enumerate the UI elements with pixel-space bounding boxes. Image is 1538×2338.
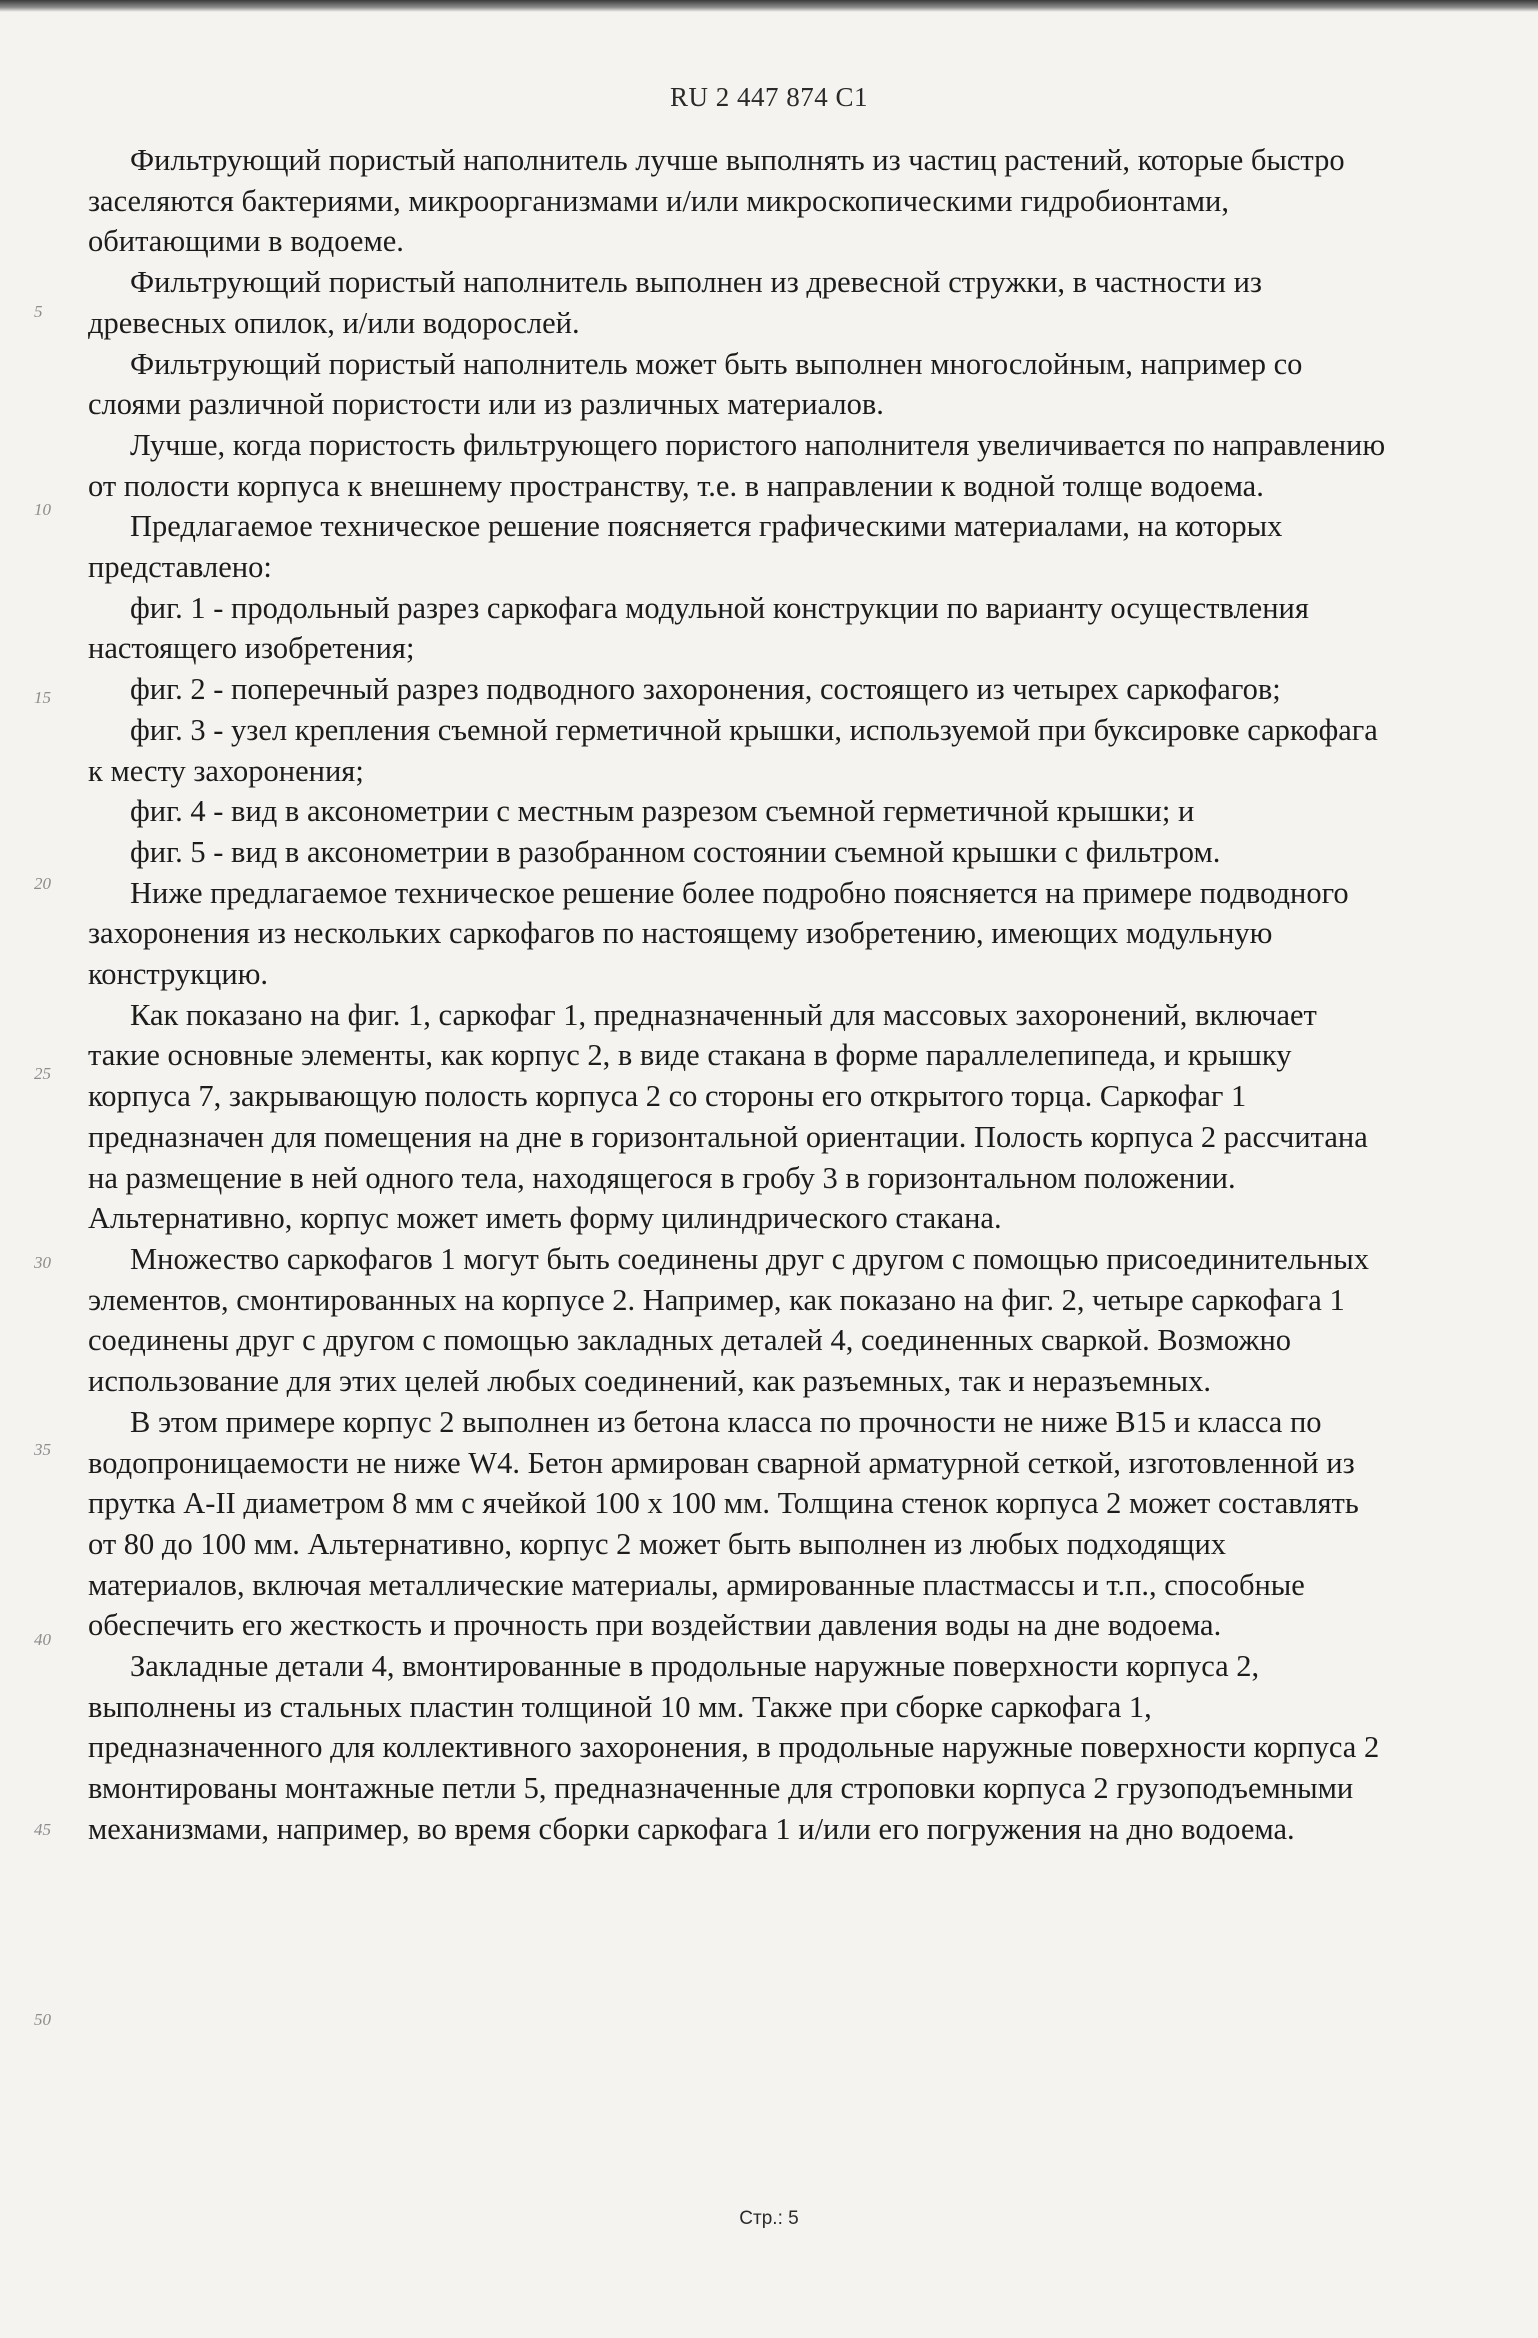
line-number: 20 [34, 874, 51, 893]
line-number: 35 [34, 1440, 51, 1459]
line-number: 30 [34, 1253, 51, 1272]
paragraph: В этом примере корпус 2 выполнен из бетона класса по прочности не ниже В15 и класса по водопроницаемости не ниже W4. Бетон армирован сварной арматурной сеткой, изготовленной из прутка А-II диаметром 8 мм с ячейкой 100 х 100 мм. Толщина стенок корпуса 2 может составлять от 80 до 100 мм. Альтернативно, корпус 2 может быть выполнен из любых подходящих материалов, включая металлические материалы, армированные пластмассы и т.п., способные обеспечить его жесткость и прочность при воздействии давления воды на дне водоема. [88, 1404, 1359, 1643]
paragraph: Фильтрующий пористый наполнитель выполнен из древесной стружки, в частности из древесных опилок, и/или водорослей. [88, 265, 1262, 340]
scan-top-edge [0, 0, 1538, 12]
figure-list-item: фиг. 5 - вид в аксонометрии в разобранном состоянии съемной крышки с фильтром. [130, 834, 1221, 869]
paragraph: Фильтрующий пористый наполнитель лучше выполнять из частиц растений, которые быстро заселяются бактериями, микроорганизмами и/или микроскопическими гидробионтами, обитающими в водоеме. [88, 143, 1345, 259]
paragraph: Ниже предлагаемое техническое решение более подробно поясняется на примере подводного захоронения из нескольких саркофагов по настоящему изобретению, имеющих модульную конструкцию. [88, 875, 1349, 992]
line-number: 15 [34, 688, 51, 707]
figure-list-item: фиг. 2 - поперечный разрез подводного захоронения, состоящего из четырех саркофагов; [130, 672, 1281, 707]
figure-list-item: фиг. 4 - вид в аксонометрии с местным разрезом съемной герметичной крышки; и [130, 794, 1195, 829]
figure-list-item: фиг. 3 - узел крепления съемной герметичной крышки, используемой при буксировке саркофага к месту захоронения; [88, 712, 1378, 788]
line-number: 10 [34, 500, 51, 519]
line-number: 45 [34, 1820, 51, 1839]
line-number: 25 [34, 1064, 51, 1083]
patent-header: RU 2 447 874 C1 [669, 82, 869, 112]
paragraph: Фильтрующий пористый наполнитель может быть выполнен многослойным, например со слоями различной пористости или из различных материалов. [88, 346, 1303, 422]
line-number: 5 [34, 302, 43, 321]
line-number: 40 [34, 1630, 51, 1649]
figure-list-item: фиг. 1 - продольный разрез саркофага модульной конструкции по варианту осуществления настоящего изобретения; [88, 590, 1309, 666]
paragraph: Множество саркофагов 1 могут быть соединены друг с другом с помощью присоединительных элементов, смонтированных на корпусе 2. Например, как показано на фиг. 2, четыре саркофага 1 соединены друг с другом с помощью закладных деталей 4, соединенных сваркой. Возможно использование для этих целей любых соединений, как разъемных, так и неразъемных. [88, 1241, 1369, 1399]
paragraph: Закладные детали 4, вмонтированные в продольные наружные поверхности корпуса 2, выполнены из стальных пластин толщиной 10 мм. Также при сборке саркофага 1, предназначенного для коллективного захоронения, в продольные наружные поверхности корпуса 2 вмонтированы монтажные петли 5, предназначенные для строповки корпуса 2 грузоподъемными механизмами, например, во время сборки саркофага 1 и/или его погружения на дно водоема. [88, 1649, 1380, 1846]
paragraph: Предлагаемое техническое решение поясняется графическими материалами, на которых представлено: [88, 509, 1283, 585]
line-number: 50 [34, 2010, 51, 2029]
paragraph: Как показано на фиг. 1, саркофаг 1, предназначенный для массовых захоронений, включает такие основные элементы, как корпус 2, в виде стакана в форме параллелепипеда, и крышку корпуса 7, закрывающую полость корпуса 2 со стороны его открытого торца. Саркофаг 1 предназначен для помещения на дне в горизонтальной ориентации. Полость корпуса 2 рассчитана на размещение в ней одного тела, находящегося в гробу 3 в горизонтальном положении. Альтернативно, корпус может иметь форму цилиндрического стакана. [88, 997, 1368, 1236]
page-number: Стр.: 5 [739, 2208, 799, 2229]
paragraph: Лучше, когда пористость фильтрующего пористого наполнителя увеличивается по направлению от полости корпуса к внешнему пространству, т.е. в направлении к водной толще водоема. [88, 427, 1386, 503]
document-body [88, 140, 1388, 1850]
line-number-margin [34, 0, 74, 2338]
